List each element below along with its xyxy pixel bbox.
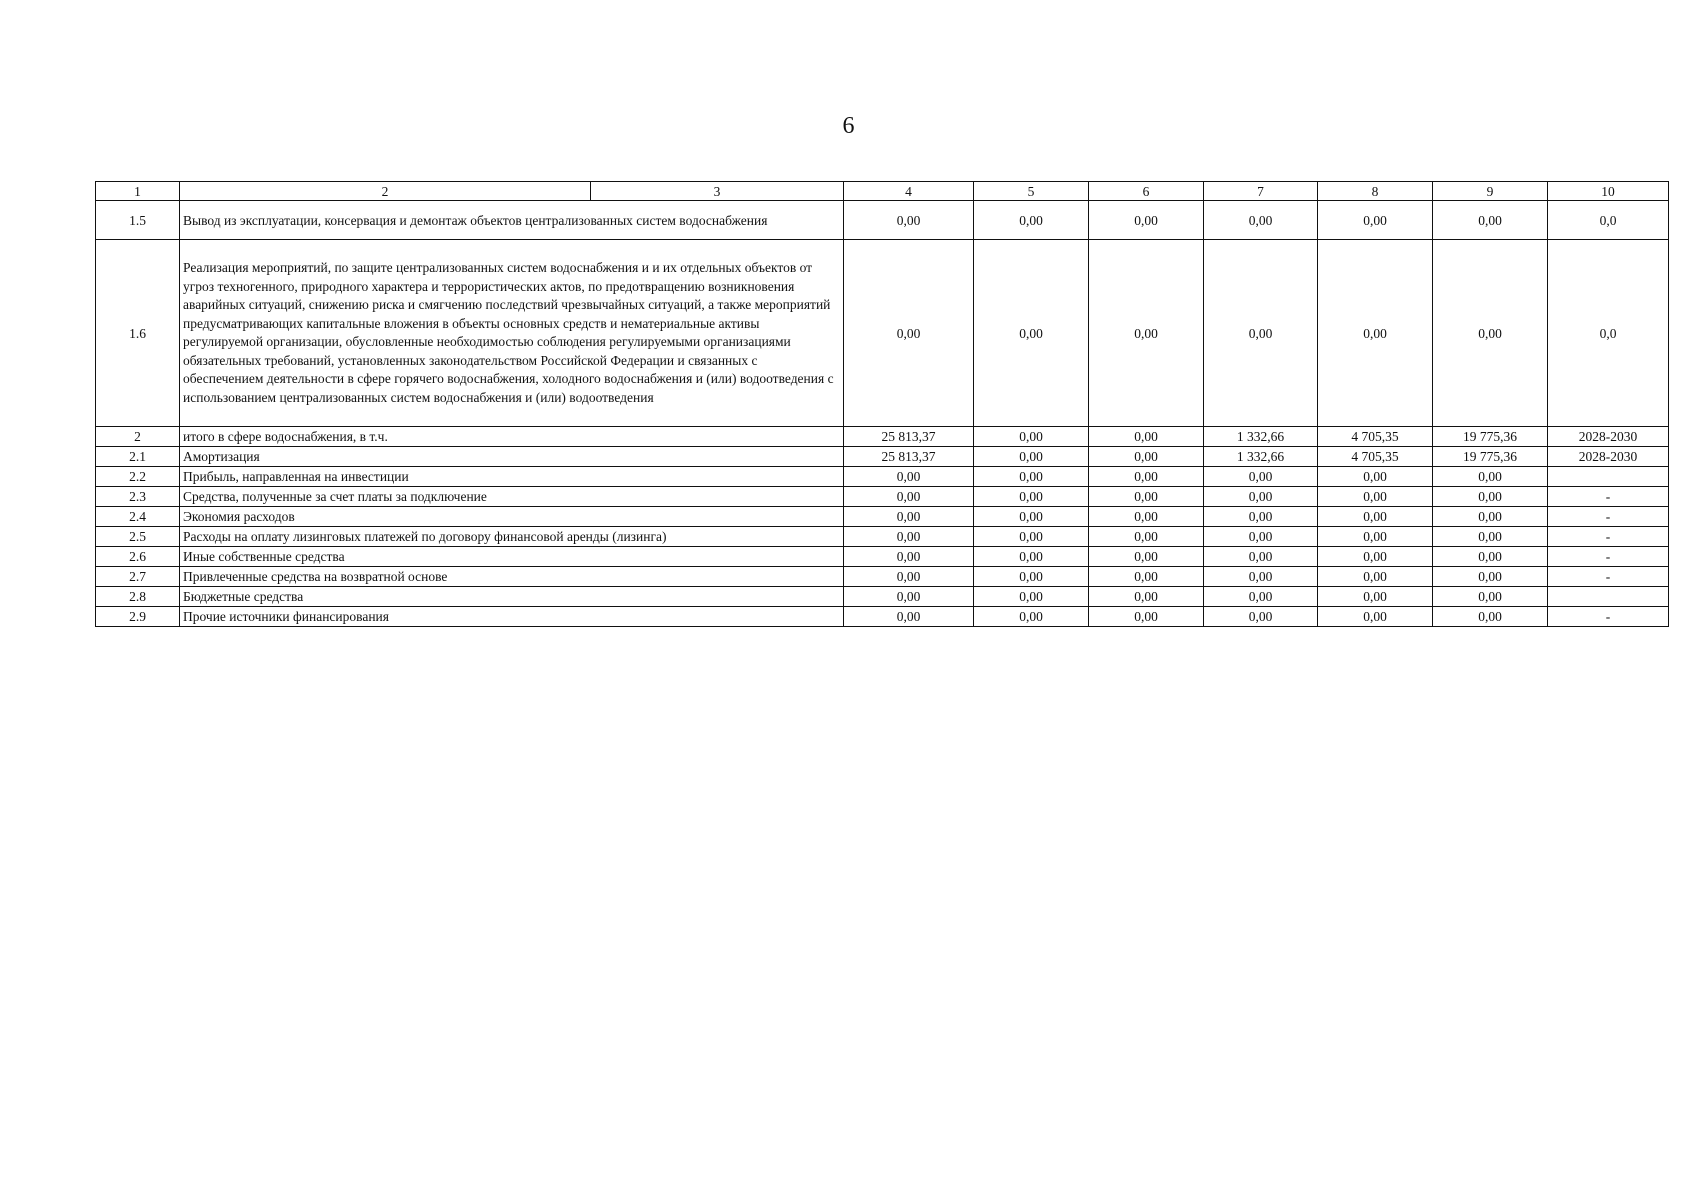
value-cell: 0,00: [1204, 587, 1318, 607]
value-cell: 0,00: [1089, 607, 1204, 627]
value-cell: 0,0: [1548, 201, 1669, 240]
table-row: [96, 587, 1669, 607]
value-cell: 0,00: [844, 567, 974, 587]
value-cell: 0,00: [974, 447, 1089, 467]
value-cell: 0,00: [844, 201, 974, 240]
header-cell: 5: [974, 182, 1089, 201]
value-cell: 0,00: [974, 467, 1089, 487]
table-row: [96, 447, 1669, 467]
value-cell: 0,00: [1204, 487, 1318, 507]
value-cell: 0,00: [1433, 487, 1548, 507]
header-cell: 10: [1548, 182, 1669, 201]
table-row: [96, 240, 1669, 427]
row-name: Средства, полученные за счет платы за подключение: [180, 487, 844, 507]
header-cell: 6: [1089, 182, 1204, 201]
table-row: [96, 487, 1669, 507]
value-cell: 0,00: [1433, 201, 1548, 240]
value-cell: 0,00: [1433, 507, 1548, 527]
value-cell: 0,00: [1433, 527, 1548, 547]
value-cell: 0,00: [974, 487, 1089, 507]
value-cell: 0,00: [1204, 547, 1318, 567]
table-row: [96, 567, 1669, 587]
value-cell: 0,00: [1318, 467, 1433, 487]
row-number: 2.9: [96, 607, 180, 627]
value-cell: -: [1548, 567, 1669, 587]
value-cell: 1 332,66: [1204, 447, 1318, 467]
value-cell: 0,00: [1204, 507, 1318, 527]
value-cell: 0,00: [974, 507, 1089, 527]
row-number: 2.5: [96, 527, 180, 547]
table-header-row: [96, 182, 1669, 201]
header-cell: 1: [96, 182, 180, 201]
value-cell: 0,00: [1204, 201, 1318, 240]
row-name: Реализация мероприятий, по защите централизованных систем водоснабжения и и их отдельных объектов от угроз техногенного, природного характера и террористических актов, по предотвращению возникновения аварийных ситуаций, снижению риска и смягчению последствий чрезвычайных ситуаций, а также мероприятий предусматривающих капитальные вложения в объекты основных средств и нематериальные активы регулируемой организации, обусловленные необходимостью соблюдения регулируемыми организациями обязательных требований, установленных законодательством Российской Федерации и связанных с обеспечением деятельности в сфере горячего водоснабжения, холодного водоснабжения и (или) водоотведения с использованием централизованных систем водоснабжения и (или) водоотведения: [180, 240, 844, 427]
value-cell: 0,0: [1548, 240, 1669, 427]
table-row: [96, 547, 1669, 567]
value-cell: 0,00: [974, 427, 1089, 447]
value-cell: 0,00: [974, 547, 1089, 567]
value-cell: 0,00: [1204, 607, 1318, 627]
value-cell: 4 705,35: [1318, 447, 1433, 467]
table-row: [96, 201, 1669, 240]
value-cell: 0,00: [1318, 567, 1433, 587]
value-cell: 2028-2030: [1548, 447, 1669, 467]
value-cell: 0,00: [1433, 240, 1548, 427]
row-name: Амортизация: [180, 447, 844, 467]
row-name: Прочие источники финансирования: [180, 607, 844, 627]
value-cell: 0,00: [1089, 447, 1204, 467]
row-name: Иные собственные средства: [180, 547, 844, 567]
value-cell: 0,00: [974, 201, 1089, 240]
value-cell: 0,00: [1318, 487, 1433, 507]
value-cell: 0,00: [844, 547, 974, 567]
value-cell: 0,00: [1433, 547, 1548, 567]
value-cell: 0,00: [1204, 527, 1318, 547]
row-number: 1.6: [96, 240, 180, 427]
row-name: итого в сфере водоснабжения, в т.ч.: [180, 427, 844, 447]
value-cell: 0,00: [1089, 427, 1204, 447]
value-cell: -: [1548, 547, 1669, 567]
row-name: Прибыль, направленная на инвестиции: [180, 467, 844, 487]
value-cell: 0,00: [1318, 527, 1433, 547]
header-cell: 7: [1204, 182, 1318, 201]
header-cell: 8: [1318, 182, 1433, 201]
value-cell: [1548, 587, 1669, 607]
row-number: 1.5: [96, 201, 180, 240]
value-cell: 0,00: [1318, 607, 1433, 627]
value-cell: 0,00: [1318, 507, 1433, 527]
row-number: 2.2: [96, 467, 180, 487]
value-cell: 0,00: [1318, 201, 1433, 240]
value-cell: -: [1548, 487, 1669, 507]
header-cell: 9: [1433, 182, 1548, 201]
row-number: 2.6: [96, 547, 180, 567]
row-number: 2.1: [96, 447, 180, 467]
row-name: Привлеченные средства на возвратной основе: [180, 567, 844, 587]
value-cell: 19 775,36: [1433, 447, 1548, 467]
value-cell: 0,00: [1089, 507, 1204, 527]
value-cell: 19 775,36: [1433, 427, 1548, 447]
row-number: 2.3: [96, 487, 180, 507]
value-cell: 0,00: [1089, 567, 1204, 587]
value-cell: 0,00: [1089, 467, 1204, 487]
value-cell: 0,00: [974, 607, 1089, 627]
value-cell: 0,00: [1204, 567, 1318, 587]
value-cell: 25 813,37: [844, 427, 974, 447]
value-cell: 0,00: [974, 587, 1089, 607]
row-name: Вывод из эксплуатации, консервация и демонтаж объектов централизованных систем водоснабжения: [180, 201, 844, 240]
row-number: 2.8: [96, 587, 180, 607]
value-cell: 0,00: [1318, 587, 1433, 607]
row-number: 2: [96, 427, 180, 447]
value-cell: 0,00: [1089, 240, 1204, 427]
value-cell: 0,00: [844, 607, 974, 627]
value-cell: 0,00: [974, 527, 1089, 547]
value-cell: 0,00: [844, 467, 974, 487]
value-cell: 0,00: [1089, 527, 1204, 547]
value-cell: 0,00: [844, 487, 974, 507]
row-number: 2.7: [96, 567, 180, 587]
row-name: Расходы на оплату лизинговых платежей по договору финансовой аренды (лизинга): [180, 527, 844, 547]
value-cell: 0,00: [974, 567, 1089, 587]
header-cell: 2: [180, 182, 591, 201]
investment-table: [95, 181, 1669, 627]
value-cell: 0,00: [974, 240, 1089, 427]
table-row: [96, 427, 1669, 447]
value-cell: [1548, 467, 1669, 487]
value-cell: 0,00: [1318, 240, 1433, 427]
header-cell: 3: [591, 182, 844, 201]
value-cell: 0,00: [844, 240, 974, 427]
table-row: [96, 607, 1669, 627]
value-cell: 25 813,37: [844, 447, 974, 467]
table-row: [96, 467, 1669, 487]
row-name: Экономия расходов: [180, 507, 844, 527]
header-cell: 4: [844, 182, 974, 201]
page-number: 6: [842, 113, 855, 139]
value-cell: -: [1548, 607, 1669, 627]
value-cell: 0,00: [1433, 607, 1548, 627]
value-cell: 0,00: [1204, 240, 1318, 427]
value-cell: 0,00: [844, 527, 974, 547]
value-cell: 0,00: [1433, 567, 1548, 587]
value-cell: 0,00: [1204, 467, 1318, 487]
value-cell: 0,00: [1089, 201, 1204, 240]
value-cell: 0,00: [1433, 587, 1548, 607]
value-cell: 0,00: [844, 507, 974, 527]
value-cell: 0,00: [1318, 547, 1433, 567]
value-cell: 0,00: [1433, 467, 1548, 487]
value-cell: 2028-2030: [1548, 427, 1669, 447]
table-row: [96, 527, 1669, 547]
row-name: Бюджетные средства: [180, 587, 844, 607]
row-number: 2.4: [96, 507, 180, 527]
value-cell: 0,00: [844, 587, 974, 607]
value-cell: -: [1548, 527, 1669, 547]
value-cell: 4 705,35: [1318, 427, 1433, 447]
value-cell: 1 332,66: [1204, 427, 1318, 447]
value-cell: 0,00: [1089, 587, 1204, 607]
value-cell: 0,00: [1089, 547, 1204, 567]
value-cell: -: [1548, 507, 1669, 527]
value-cell: 0,00: [1089, 487, 1204, 507]
table-row: [96, 507, 1669, 527]
